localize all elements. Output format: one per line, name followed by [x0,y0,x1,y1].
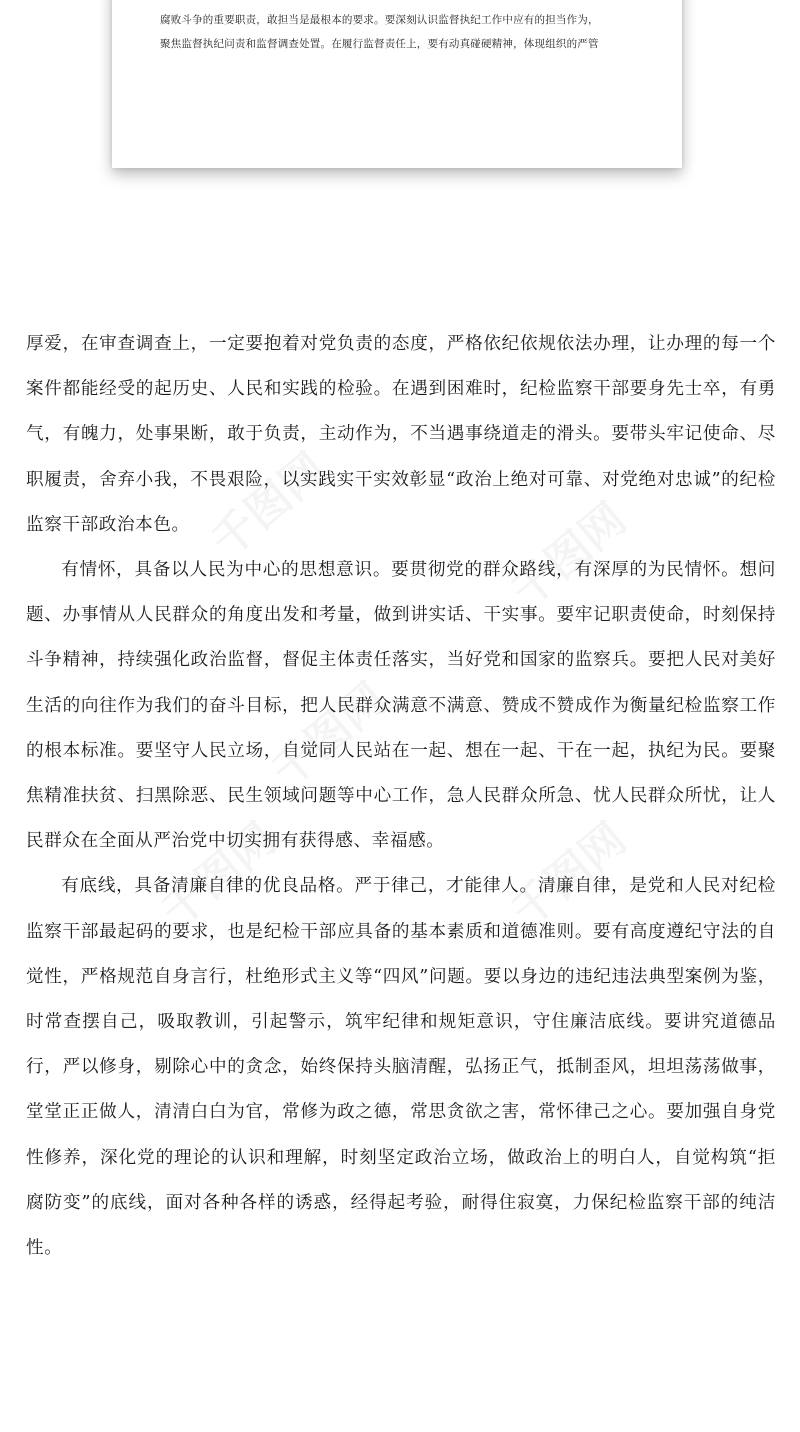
article-paragraph: 有情怀，具备以人民为中心的思想意识。要贯彻党的群众路线，有深厚的为民情怀。想问题、办事情从人民群众的角度出发和考量，做到讲实话、干实事。要牢记职责使命，时刻保持斗争精神，持续强化政治监督，督促主体责任落实，当好党和国家的监察兵。要把人民对美好生活的向往作为我们的奋斗目标，把人民群众满意不满意、赞成不赞成作为衡量纪检监察工作的根本标准。要坚守人民立场，自觉同人民站在一起、想在一起、干在一起，执纪为民。要聚焦精准扶贫、扫黑除恶、民生领域问题等中心工作，急人民群众所急、忧人民群众所忧，让人民群众在全面从严治党中切实拥有获得感、幸福感。 [26,560,776,852]
article-paragraph: 有底线，具备清廉自律的优良品格。严于律己，才能律人。清廉自律，是党和人民对纪检监察干部最起码的要求，也是纪检干部应具备的基本素质和道德准则。要有高度遵纪守法的自觉性，严格规范自身言行，杜绝形式主义等“四风”问题。要以身边的违纪违法典型案例为鉴，时常查摆自己，吸取教训，引起警示，筑牢纪律和规矩意识，守住廉洁底线。要讲究道德品行，严以修身，剔除心中的贪念，始终保持头脑清醒，弘扬正气，抵制歪风，坦坦荡荡做事，堂堂正正做人，清清白白为官，常修为政之德，常思贪欲之害，常怀律己之心。要加强自身党性修养，深化党的理论的认识和理解，时刻坚定政治立场，做政治上的明白人，自觉构筑“拒腐防变”的底线，面对各种各样的诱惑，经得起考验，耐得住寂寞，力保纪检监察干部的纯洁性。 [26,876,776,1259]
document-preview-card [112,0,682,168]
article-body [26,322,776,1271]
preview-text-line: 腐败斗争的重要职责，敢担当是最根本的要求。要深刻认识监督执纪工作中应有的担当作为， [160,14,599,26]
article-paragraph: 厚爱，在审查调查上，一定要抱着对党负责的态度，严格依纪依规依法办理，让办理的每一个案件都能经受的起历史、人民和实践的检验。在遇到困难时，纪检监察干部要身先士卒，有勇气，有魄力，处事果断，敢于负责，主动作为，不当遇事绕道走的滑头。要带头牢记使命、尽职履责，舍弃小我，不畏艰险，以实践实干实效彰显“政治上绝对可靠、对党绝对忠诚”的纪检监察干部政治本色。 [26,334,776,535]
preview-text-line: 聚焦监督执纪问责和监督调查处置。在履行监督责任上，要有动真碰硬精神，体现组织的严管 [160,38,599,50]
